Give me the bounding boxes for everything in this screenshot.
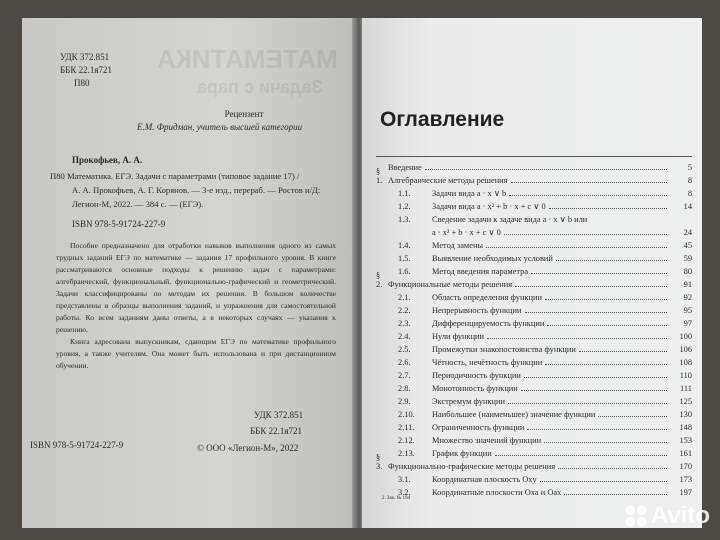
toc-entry-number: § 3.	[376, 453, 383, 471]
toc-leader-dots	[556, 260, 667, 261]
toc-entry	[376, 211, 692, 224]
toc-entry-number: 1.2.	[398, 202, 411, 211]
toc-entry-page: 153	[679, 436, 692, 445]
toc-entry-number: 2.8.	[398, 384, 411, 393]
toc-entry-label: Координатная плоскость Oxy	[432, 475, 537, 484]
toc-entry-number: § 1.	[376, 167, 383, 185]
toc-entry	[376, 263, 692, 276]
toc-entry-page: 59	[683, 254, 692, 263]
toc-entry-page: 24	[683, 228, 692, 237]
toc-entry	[376, 237, 692, 250]
toc-entry-label: Множество значений функции	[432, 436, 542, 445]
toc-entry	[376, 224, 692, 237]
divider	[376, 156, 692, 157]
toc-entry-label: Чётность, нечётность функции	[432, 358, 543, 367]
toc-leader-dots	[579, 351, 667, 352]
toc-entry-label: Монотонность функции	[432, 384, 518, 393]
toc-entry-number: 3.2.	[398, 488, 411, 497]
toc-entry-label: Сведение задачи к задаче вида a · x ∨ b или	[432, 215, 588, 224]
toc-entry-number: 2.7.	[398, 371, 411, 380]
toc-entry	[376, 419, 692, 432]
toc-entry-page: 92	[683, 293, 692, 302]
toc-leader-dots	[549, 208, 667, 209]
toc-entry	[376, 198, 692, 211]
toc-entry-label: Метод введения параметра	[432, 267, 529, 276]
toc-entry-number: 2.3.	[398, 319, 411, 328]
toc-leader-dots	[544, 442, 667, 443]
toc-entry-page: 100	[679, 332, 692, 341]
toc-entry-label: Алгебраические методы решения	[388, 176, 508, 185]
toc-leader-dots	[564, 494, 667, 495]
toc-entry-number: 1.1.	[398, 189, 411, 198]
toc-entry-label: Метод замены	[432, 241, 484, 250]
avito-logo-icon	[625, 505, 647, 527]
author: Прокофьев, А. А.	[72, 155, 143, 165]
toc-leader-dots	[531, 273, 667, 274]
toc-entry-label: Промежутки знакопостоянства функции	[432, 345, 576, 354]
toc-leader-dots	[511, 182, 667, 183]
toc-entry-page: 125	[679, 397, 692, 406]
toc-entry-page: 108	[679, 358, 692, 367]
toc-entry-label: Дифференцируемость функции	[432, 319, 545, 328]
reviewer-label: Рецензент	[224, 109, 264, 119]
toc-entry-number: 2.6.	[398, 358, 411, 367]
description-paragraph: Пособие предназначено для отработки навыков выполнения одного из самых трудных заданий ЕГЭ по математике — задания 17 профильного уровня. В книге рассматриваются основные подходы к решению задач с параметрами: алгебраический, функциональный, функционально-графический и геометрический. Задачи классифицированы по методам их решения. В большом количестве представлены и образцы выполнения заданий, и упражнения для самостоятельной работы. Ко всем заданиям даны ответы, а в некоторых случаях — указания к решению.	[56, 241, 336, 334]
toc-leader-dots	[545, 299, 667, 300]
bottom-bbk: ББК 22.1я721	[250, 426, 302, 436]
toc-entry-number: 1.4.	[398, 241, 411, 250]
toc-entry-page: 111	[680, 384, 692, 393]
toc-entry-page: 197	[679, 488, 692, 497]
toc-entry-label: Функциональные методы решения	[388, 280, 513, 289]
toc-entry	[376, 341, 692, 354]
toc-leader-dots	[487, 338, 667, 339]
toc-leader-dots	[486, 247, 667, 248]
toc-entry-page: 8	[687, 176, 692, 185]
toc-leader-dots	[547, 325, 667, 326]
toc-entry-label: Координатные плоскости Oxa и Oax	[432, 488, 562, 497]
left-page	[22, 18, 356, 528]
udk-code: УДК 372.851	[60, 52, 110, 62]
toc-entry-label: Периодичность функции	[432, 371, 521, 380]
toc-entry-label: Выявление необходимых условий	[432, 254, 553, 263]
show-through-title: МАТЕМАТИКА	[157, 44, 338, 74]
avito-watermark	[625, 502, 710, 530]
isbn: ISBN 978-5-91724-227-9	[72, 219, 166, 229]
toc-entry	[376, 159, 692, 172]
toc-leader-dots	[527, 429, 667, 430]
toc-entry	[376, 367, 692, 380]
show-through-subtitle: Задачи с пара	[197, 77, 323, 97]
right-page	[362, 18, 702, 528]
toc-leader-dots	[558, 468, 667, 469]
copyright: © ООО «Легион-М», 2022	[197, 443, 299, 453]
toc-entry	[376, 484, 692, 497]
toc-entry-label: Наибольшее (наименьшее) значение функции	[432, 410, 596, 419]
toc-entry-page: 173	[679, 475, 692, 484]
toc-entry-label: График функции	[432, 449, 492, 458]
toc-entry	[376, 471, 692, 484]
toc-entry	[376, 354, 692, 367]
toc-entry-number: 2.11.	[398, 423, 415, 432]
toc-leader-dots	[545, 364, 667, 365]
toc-leader-dots	[508, 403, 667, 404]
toc-entry-number: 2.12.	[398, 436, 415, 445]
toc-entry-number: 1.6.	[398, 267, 411, 276]
watermark-text: Avito	[650, 502, 710, 529]
toc-entry-label: Непрерывность функции	[432, 306, 522, 315]
bbk-code: ББК 22.1я721	[60, 65, 112, 75]
toc-entry-label: Введение	[388, 163, 422, 172]
toc-entry-number: 2.2.	[398, 306, 411, 315]
print-order-footer: 2. Зак. № 194	[382, 496, 411, 501]
bottom-udk: УДК 372.851	[254, 410, 304, 420]
biblio-line: Легион-М, 2022. — 384 с. — (ЕГЭ).	[72, 199, 204, 209]
toc-entry-page: 5	[687, 163, 692, 172]
toc-entry-page: 130	[679, 410, 692, 419]
toc-leader-dots	[504, 234, 667, 235]
toc-entry	[376, 185, 692, 198]
toc-entry	[376, 328, 692, 341]
toc-entry-page: 97	[683, 319, 692, 328]
audience-paragraph: Книга адресована выпускникам, сдающим ЕГЭ по математике профильного уровня, а также учителям. Она может быть использована и при дистанционном обучении.	[56, 337, 336, 370]
toc-entry	[376, 315, 692, 328]
toc-entry	[376, 406, 692, 419]
toc-entry-number: 2.13.	[398, 449, 415, 458]
toc-entry-label: Функционально-графические методы решения	[388, 462, 556, 471]
toc-leader-dots	[425, 169, 667, 170]
toc-leader-dots	[515, 286, 667, 287]
toc-entry-page: 91	[683, 280, 692, 289]
toc-entry	[376, 432, 692, 445]
toc-title: Оглавление	[380, 108, 505, 131]
toc-entry	[376, 289, 692, 302]
toc-entry-label: Нули функции	[432, 332, 485, 341]
toc-entry-page: 80	[683, 267, 692, 276]
toc-entry-label: Экстремум функции	[432, 397, 505, 406]
toc-entry-label: Задачи вида a · x ∨ b	[432, 189, 507, 198]
toc-entry-number: 2.9.	[398, 397, 411, 406]
toc-leader-dots	[509, 195, 667, 196]
toc-entry	[376, 380, 692, 393]
toc-leader-dots	[524, 377, 667, 378]
toc-entry	[376, 393, 692, 406]
annotation-block	[56, 240, 336, 372]
toc-entry-number: 2.4.	[398, 332, 411, 341]
toc-entry-number: 2.5.	[398, 345, 411, 354]
toc-entry-page: 170	[679, 462, 692, 471]
toc-entry-label: Ограниченность функции	[432, 423, 525, 432]
toc-entry-label: Задачи вида a · x² + b · x + c ∨ 0	[432, 202, 546, 211]
reviewer: Е.М. Фридман, учитель высшей категории	[137, 122, 303, 132]
toc-entry-number: 3.1.	[398, 475, 411, 484]
toc-entry	[376, 250, 692, 263]
toc-leader-dots	[540, 481, 667, 482]
biblio-line: П80 Математика. ЕГЭ. Задачи с параметрами (типовое задание 17) /	[50, 171, 300, 181]
toc-entry-page: 161	[679, 449, 692, 458]
author-mark: П80	[74, 78, 90, 88]
table-of-contents	[376, 159, 692, 497]
toc-entry-number: 1.3.	[398, 215, 411, 224]
toc-entry-page: 95	[683, 306, 692, 315]
bottom-isbn: ISBN 978-5-91724-227-9	[30, 440, 124, 450]
toc-entry-number: § 2.	[376, 271, 383, 289]
toc-leader-dots	[495, 455, 667, 456]
toc-entry	[376, 302, 692, 315]
toc-entry-page: 14	[683, 202, 692, 211]
toc-entry-page: 106	[679, 345, 692, 354]
toc-entry-number: 2.1.	[398, 293, 411, 302]
toc-leader-dots	[521, 390, 667, 391]
toc-entry	[376, 445, 692, 458]
toc-entry-page: 148	[679, 423, 692, 432]
toc-entry-number: 2.10.	[398, 410, 415, 419]
toc-entry-number: 1.5.	[398, 254, 411, 263]
toc-entry-label: Область определения функции	[432, 293, 542, 302]
biblio-line: А. А. Прокофьев, А. Г. Корянов. — 3-е изд., перераб. — Ростов н/Д:	[72, 185, 321, 195]
toc-entry-page: 110	[679, 371, 692, 380]
toc-entry-label: a · x² + b · x + c ∨ 0	[432, 228, 501, 237]
toc-entry-page: 8	[687, 189, 692, 198]
toc-leader-dots	[598, 416, 667, 417]
toc-leader-dots	[525, 312, 668, 313]
toc-entry-page: 45	[683, 241, 692, 250]
